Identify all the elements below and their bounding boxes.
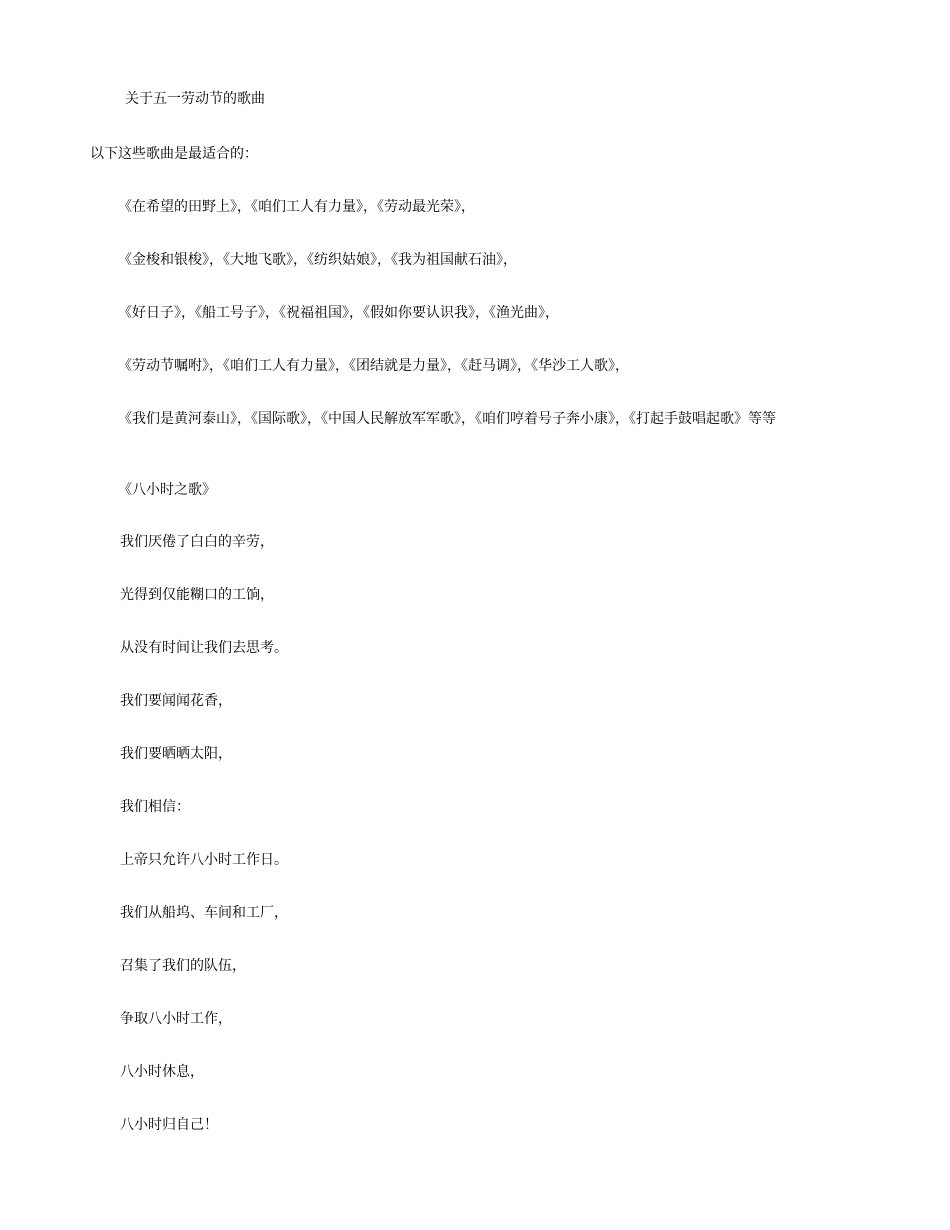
lyric-line: 我们相信： <box>120 799 190 815</box>
lyric-line: 从没有时间让我们去思考。 <box>120 640 288 656</box>
lyric-line: 我们要晒晒太阳， <box>120 746 232 762</box>
lyric-line: 我们厌倦了白白的辛劳， <box>120 534 274 550</box>
lyric-line: 争取八小时工作， <box>120 1011 232 1027</box>
document-title: 关于五一劳动节的歌曲 <box>125 91 265 107</box>
lyric-line: 八小时归自己！ <box>120 1117 218 1133</box>
lyric-line: 我们要闻闻花香， <box>120 693 232 709</box>
lyric-line: 我们从船坞、车间和工厂， <box>120 905 288 921</box>
intro-line: 以下这些歌曲是最适合的： <box>90 146 258 162</box>
song-list-line: 《金梭和银梭》，《大地飞歌》，《纺织姑娘》，《我为祖国献石油》， <box>118 252 517 268</box>
song-title: 《八小时之歌》 <box>118 482 216 498</box>
lyric-line: 上帝只允许八小时工作日。 <box>120 852 288 868</box>
lyric-line: 八小时休息， <box>120 1064 204 1080</box>
song-list-line: 《我们是黄河泰山》，《国际歌》，《中国人民解放军军歌》，《咱们哼着号子奔小康》，《打起手鼓唱起歌》等等 <box>118 411 776 427</box>
lyric-line: 光得到仅能糊口的工饷， <box>120 587 274 603</box>
song-list-line: 《在希望的田野上》，《咱们工人有力量》，《劳动最光荣》， <box>118 199 475 215</box>
song-list-line: 《劳动节嘱咐》，《咱们工人有力量》，《团结就是力量》，《赶马调》，《华沙工人歌》， <box>118 358 629 374</box>
lyric-line: 召集了我们的队伍， <box>120 958 246 974</box>
song-list-line: 《好日子》，《船工号子》，《祝福祖国》，《假如你要认识我》，《渔光曲》， <box>118 305 559 321</box>
